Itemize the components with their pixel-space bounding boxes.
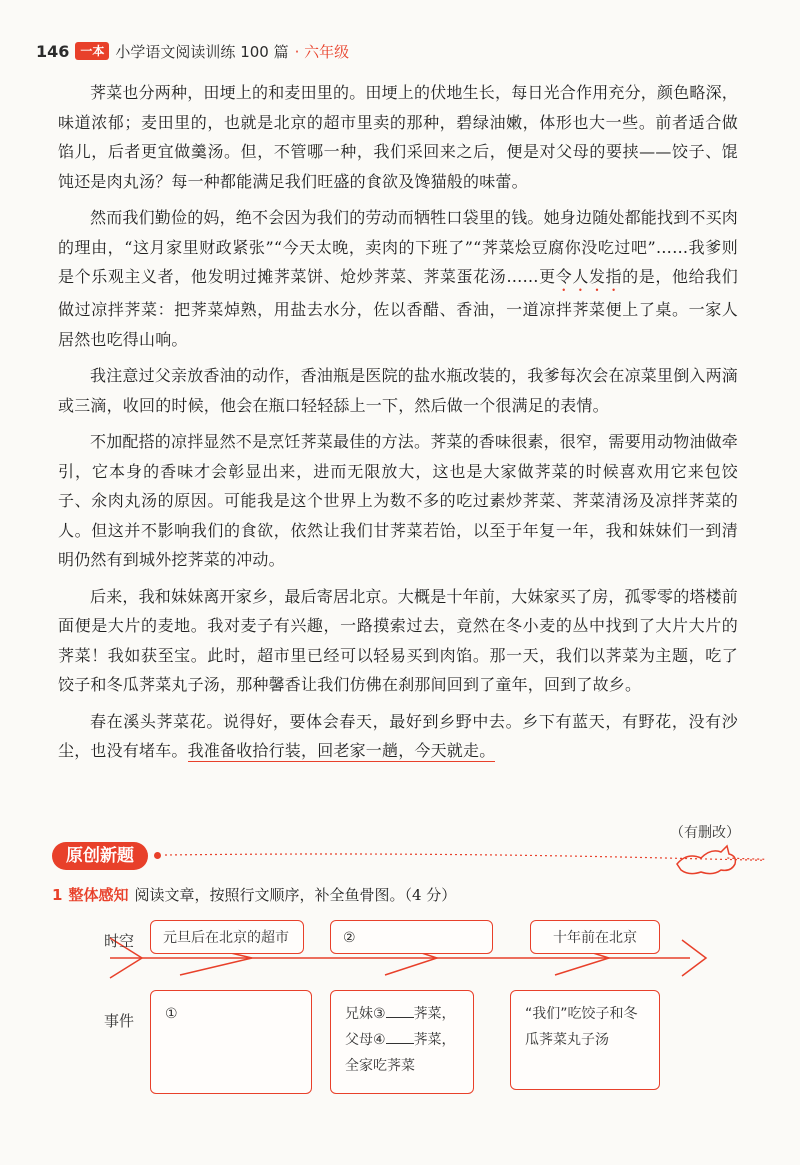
paragraph-1: 荠菜也分两种，田埂上的和麦田里的。田埂上的伏地生长，每日光合作用充分，颜色略深，味道浓郁；麦田里的，也就是北京的超市里卖的那种，碧绿油嫩，体形也大一些。前者适合做馅儿，后者更宜做羹汤。但，不管哪一种，我们采回来之后，便是对父母的要挟——饺子、馄饨还是肉丸汤？每一种都能满足我们旺盛的食欲及馋猫般的味蕾。	[58, 83, 739, 191]
question-text: 阅读文章，按照行文顺序，补全鱼骨图。（4 分）	[134, 886, 457, 904]
event-2-line-3: 全家吃荠菜	[345, 1058, 415, 1074]
paragraph-2-text-a: 然而我们勤俭的妈，绝不会因为我们的劳动而牺牲口袋里的钱。她身边随处都能找到不买肉的理由，“这月家里财政紧张”“今天太晚，卖肉的下班了”“荠菜烩豆腐你没吃过吧”……我爹则是个乐观主义者，他发明过摊荠菜饼、炝炒荠菜、荠菜蛋花汤……更	[58, 208, 739, 286]
source-note: （有删改）	[670, 825, 740, 841]
paragraph-2-text-b: 的是，他给我们做过凉拌荠菜：把荠菜焯熟，用盐去水分，佐以香醋、香油，一道凉拌荠菜便上了桌。一家人居然也吃得山响。	[58, 267, 738, 349]
paragraph-5: 后来，我和妹妹离开家乡，最后寄居北京。大概是十年前，大妹家买了房，孤零零的塔楼前面便是大片的麦地。我对麦子有兴趣，一路摸索过去，竟然在冬小麦的丛中找到了大片大片的荠菜！我如获至宝。此时，超市里已经可以轻易买到肉馅。那一天，我们以荠菜为主题，吃了饺子和冬瓜荠菜丸子汤，那种馨香让我们仿佛在刹那间回到了童年，回到了故乡。	[58, 586, 739, 694]
paragraph-6-text: 春在溪头荠菜花。说得好，要体会春天，最好到乡野中去。乡下有蓝天，有野花，没有沙尘，也没有堵车。	[58, 711, 738, 760]
time-box-1: 元旦后在北京的超市	[150, 920, 304, 954]
event-box-1	[150, 990, 312, 1094]
question-number: 1	[52, 885, 63, 904]
paragraph-3: 我注意过父亲放香油的动作，香油瓶是医院的盐水瓶改装的，我爹每次会在凉菜里倒入两滴或三滴，收回的时候，他会在瓶口轻轻舔上一下，然后做一个很满足的表情。	[58, 366, 739, 415]
underlined-sentence: 我准备收拾行装，回老家一趟，今天就走。	[187, 741, 496, 760]
time-box-3: 十年前在北京	[530, 920, 660, 954]
answer-blank-4[interactable]	[386, 1029, 414, 1044]
paragraph-4: 不加配搭的凉拌显然不是烹饪荠菜最佳的方法。荠菜的香味很素，很窄，需要用动物油做牵引，它本身的香味才会彰显出来，进而无限放大，这也是大家做荠菜的时候喜欢用它来包饺子、氽肉丸汤的原因。可能我是这个世界上为数不多的吃过素炒荠菜、荠菜清汤及凉拌荠菜的人。但这并不影响我们的食欲，依然让我们甘荠菜若饴，以至于年复一年，我和妹妹们一到清明仍然有到城外挖荠菜的冲动。	[58, 432, 739, 569]
time-space-label: 时空	[104, 932, 135, 950]
section-badge: 原创新题	[52, 842, 148, 870]
event-box-2	[330, 990, 474, 1094]
page-number: 146	[36, 41, 70, 61]
series-title: 小学语文阅读训练 100 篇	[115, 42, 289, 61]
brand-badge: 一本	[75, 42, 109, 60]
event-blank-1: ①	[165, 1006, 178, 1022]
answer-blank-3[interactable]	[386, 1003, 414, 1018]
grade-label: · 六年级	[294, 42, 350, 61]
emphasized-phrase: 令人发指	[555, 267, 623, 286]
event-2-line-1: 兄妹③ 荠菜，	[345, 1001, 459, 1027]
time-box-2: ②	[330, 920, 493, 954]
event-box-3: “我们”吃饺子和冬瓜荠菜丸子汤	[510, 990, 660, 1090]
question-tag: 整体感知	[68, 886, 129, 904]
event-2-line-2: 父母④ 荠菜，	[345, 1027, 459, 1053]
events-label: 事件	[104, 1012, 135, 1030]
